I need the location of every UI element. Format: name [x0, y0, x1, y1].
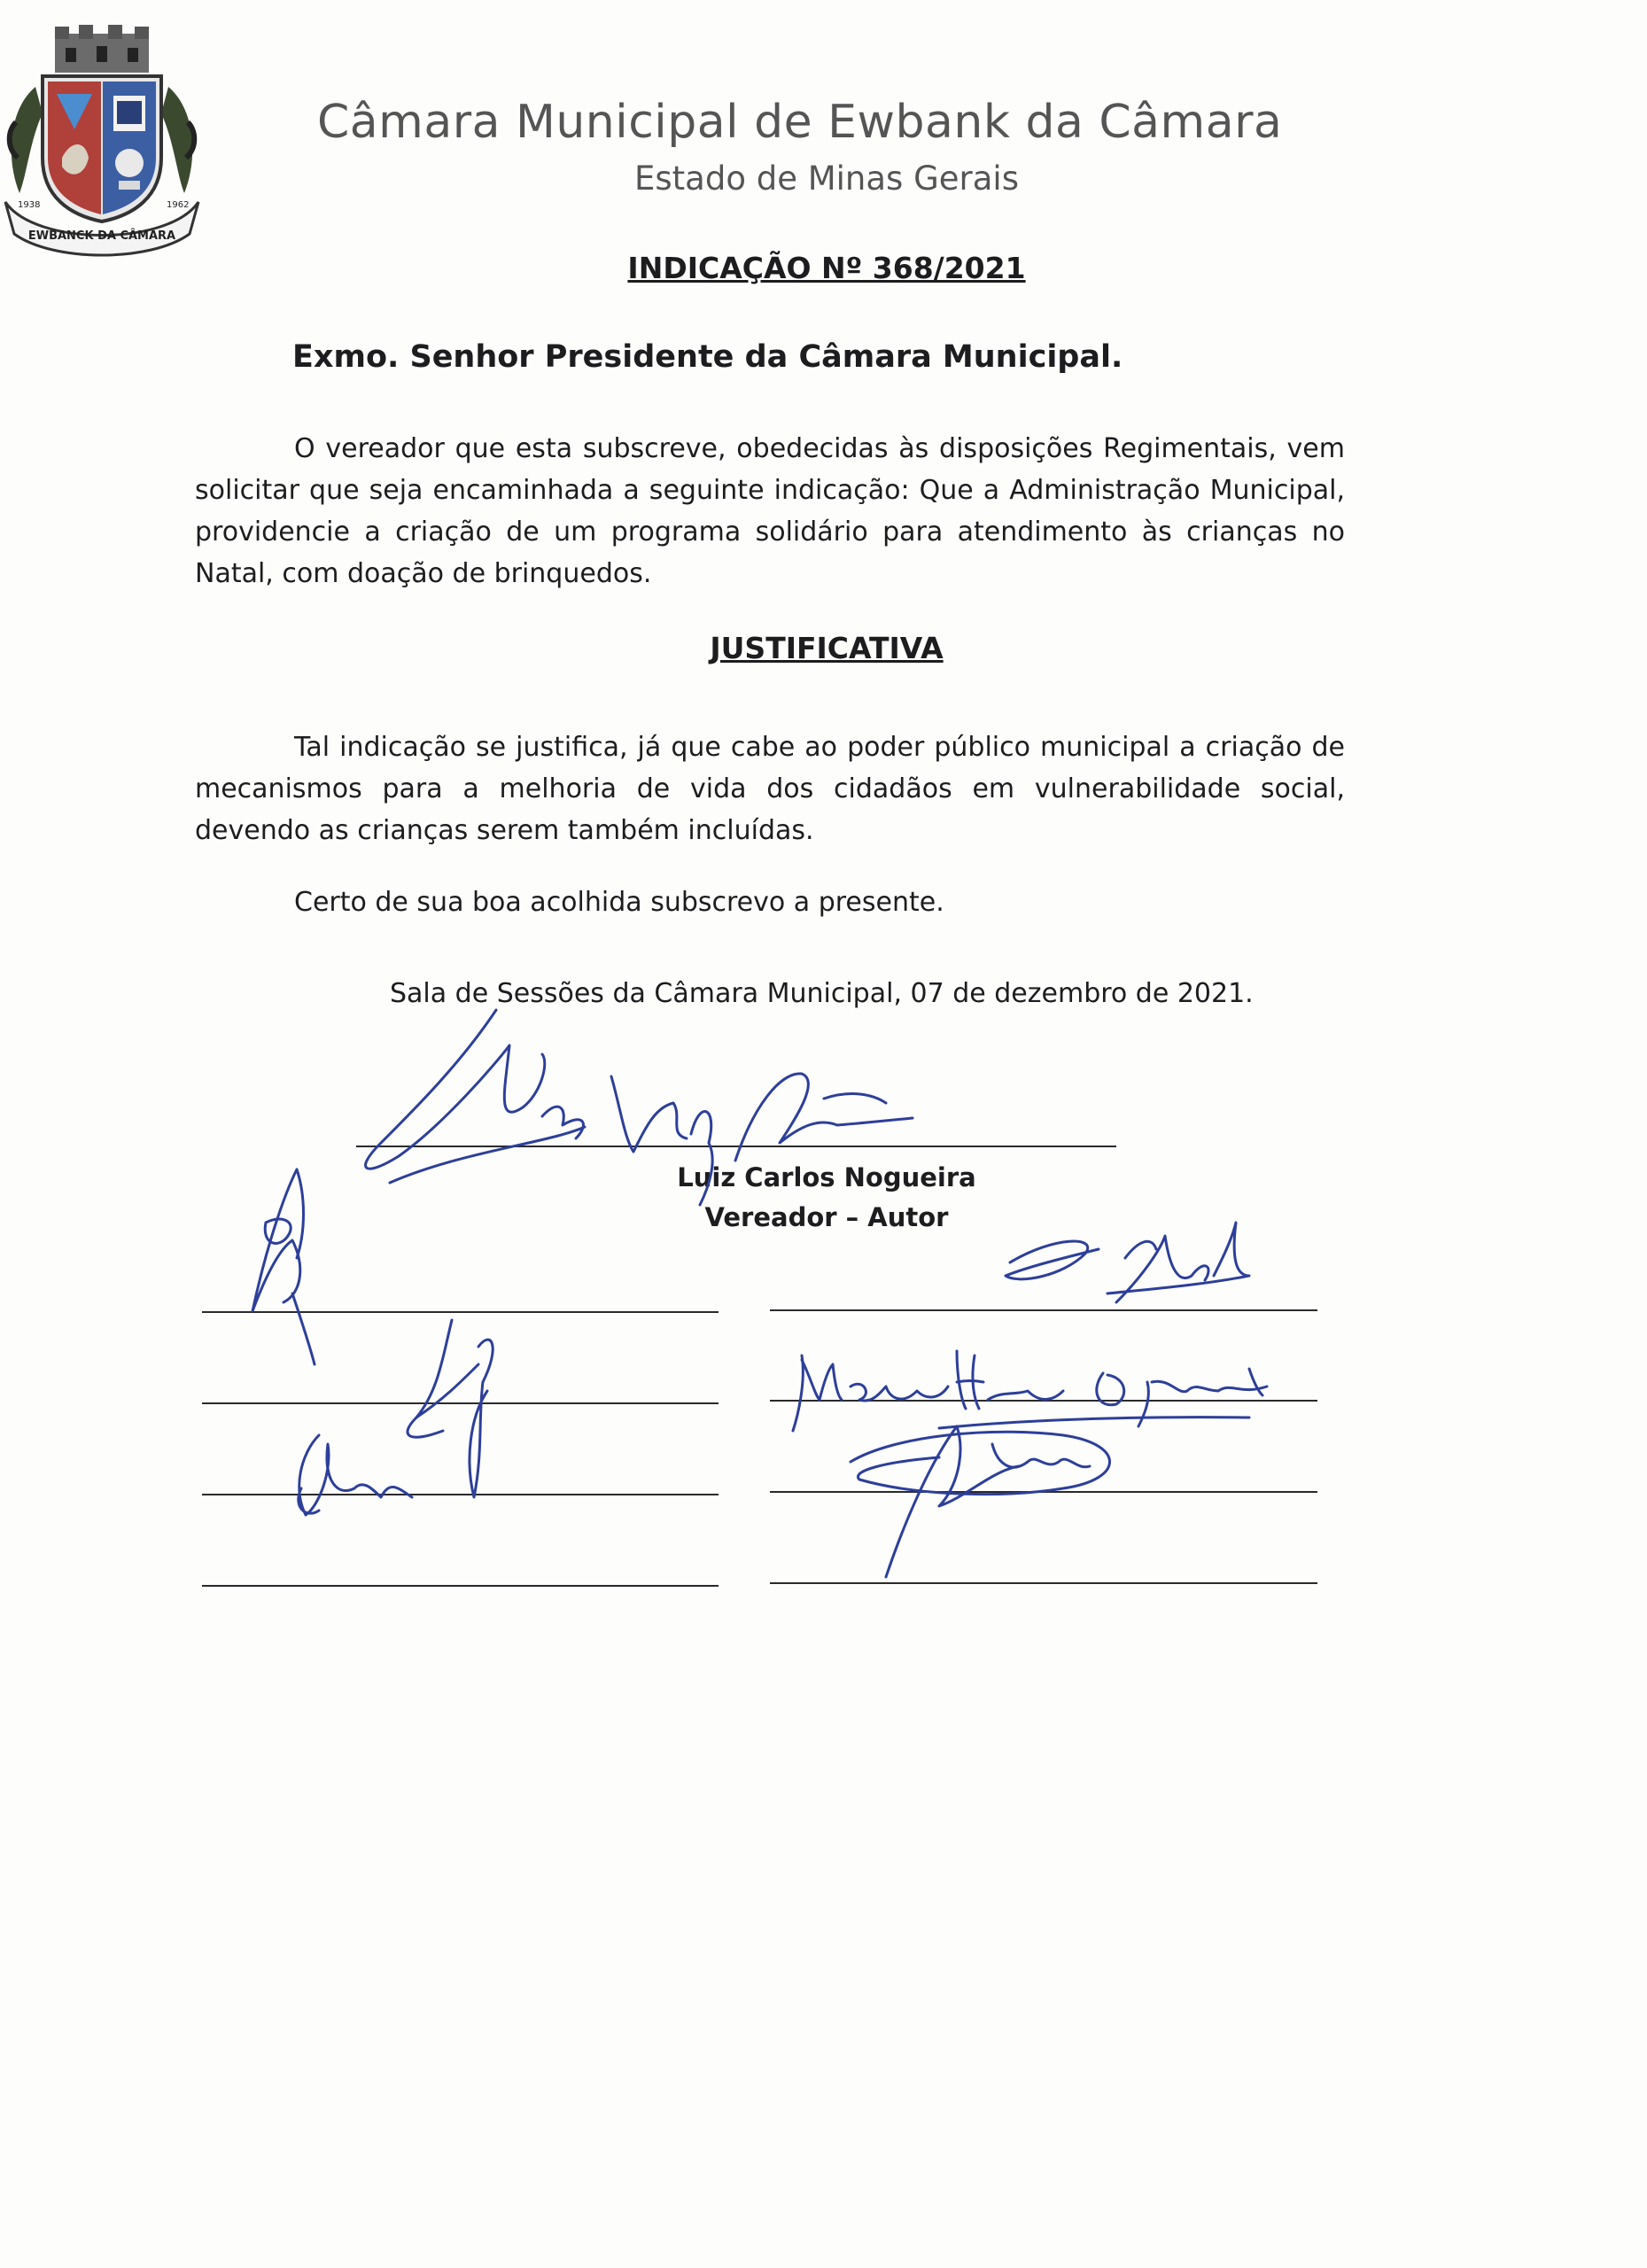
cosigner-line-right-1 — [770, 1309, 1317, 1311]
document-number — [0, 251, 1538, 285]
indication-body: O vereador que esta subscreve, obedecidas às disposições Regimentais, vem solicitar que seja encaminhada a seguinte indicação: Que a Administração Municipal, providencie a criação de um programa solidário para atendimento às crianças no Natal, com doação de brinquedos. — [195, 433, 1345, 589]
svg-text:1962: 1962 — [167, 200, 190, 210]
state-subtitle-text: Estado de Minas Gerais — [634, 159, 1019, 198]
justification-body: Tal indicação se justifica, já que cabe ao poder público municipal a criação de mecanismos para a melhoria de vida dos cidadãos em vulnerabilidade social, devendo as crianças serem também incluídas. — [195, 732, 1345, 846]
cosigner-line-right-3 — [770, 1491, 1317, 1493]
cosigner-line-left-4 — [202, 1585, 719, 1587]
crest-ribbon-text: EWBANCK DA CÂMARA — [27, 229, 176, 243]
salutation: Exmo. Senhor Presidente da Câmara Municipal. — [292, 339, 1123, 375]
author-signature-line — [356, 1146, 1116, 1147]
document-number-text: INDICAÇÃO Nº 368/2021 — [627, 251, 1026, 285]
cosigner-line-left-1 — [202, 1311, 719, 1313]
justification-heading — [0, 631, 1538, 665]
coat-of-arms-logo — [0, 25, 204, 264]
cosigner-line-left-3 — [202, 1494, 719, 1495]
svg-text:1938: 1938 — [18, 200, 41, 210]
author-role — [0, 1202, 1538, 1232]
cosigner-signature-right-1 — [1006, 1223, 1249, 1302]
cosigner-signature-right-2 — [793, 1351, 1267, 1431]
cosigner-line-right-4 — [770, 1582, 1317, 1584]
justification-heading-text: JUSTIFICATIVA — [710, 631, 944, 665]
author-name-text: Luiz Carlos Nogueira — [677, 1162, 976, 1192]
cosigner-line-right-2 — [770, 1400, 1317, 1402]
cosigner-signature-left-1 — [252, 1169, 315, 1364]
author-name — [0, 1162, 1538, 1192]
place-and-date: Sala de Sessões da Câmara Municipal, 07 de dezembro de 2021. — [390, 978, 1254, 1009]
chamber-title: Câmara Municipal de Ewbank da Câmara — [317, 96, 1283, 149]
cosigner-signature-right-3 — [851, 1418, 1249, 1577]
cosigner-signature-left-2 — [408, 1320, 493, 1497]
cosigner-line-left-2 — [202, 1402, 719, 1404]
state-subtitle — [0, 159, 1538, 198]
closing-sentence: Certo de sua boa acolhida subscrevo a presente. — [294, 887, 944, 918]
cosigner-signature-left-3 — [299, 1435, 412, 1515]
author-role-text: Vereador – Autor — [704, 1202, 949, 1232]
